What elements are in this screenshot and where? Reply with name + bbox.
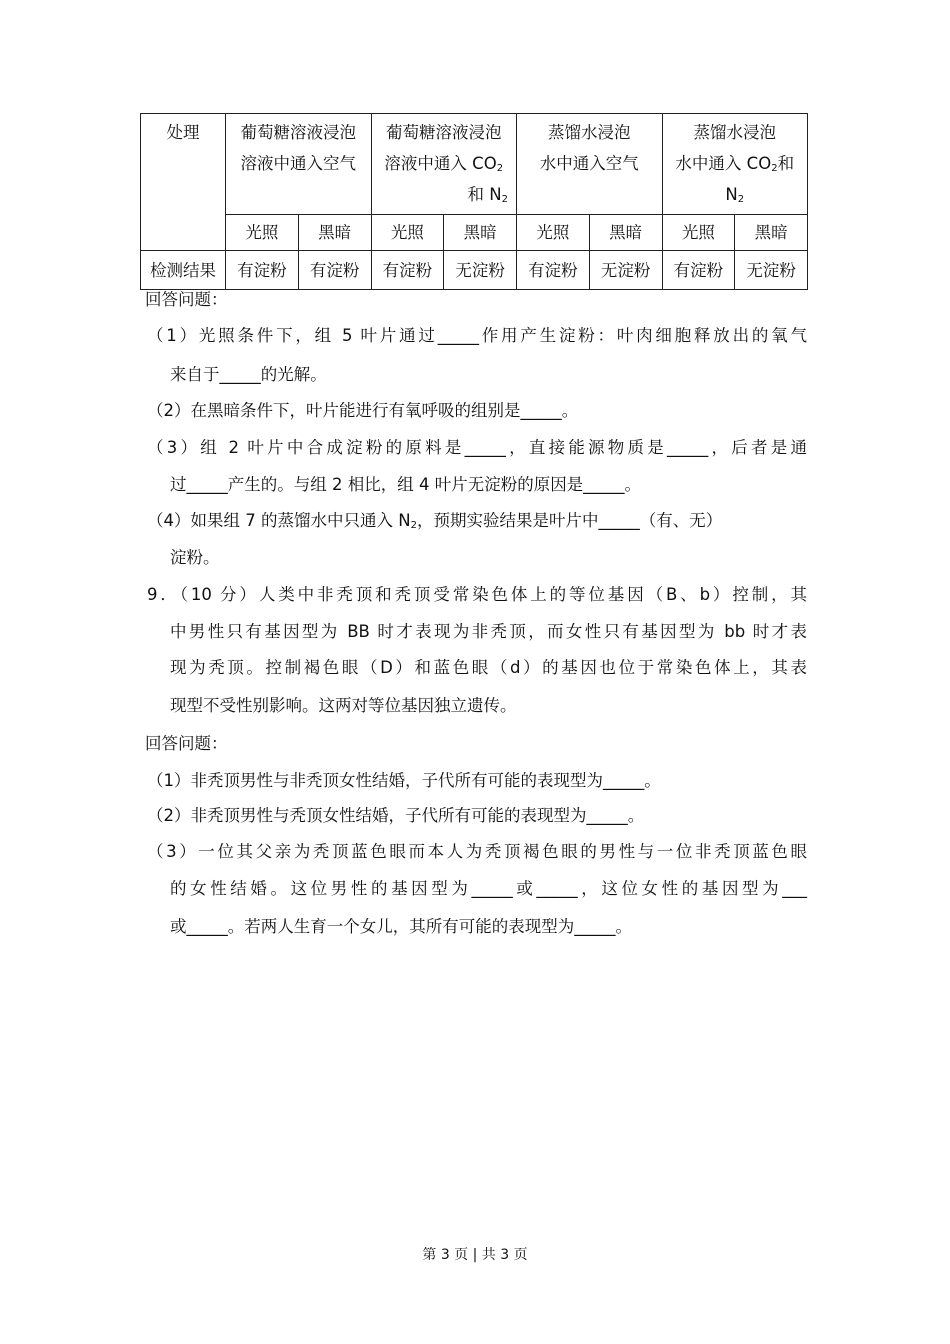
q9-line: 现型不受性别影响。这两对等位基因独立遗传。 xyxy=(170,696,517,715)
condition-cell: 光照 xyxy=(517,215,590,251)
group-line xyxy=(663,148,808,179)
condition-cell: 光照 xyxy=(662,215,735,251)
subscript: 2 xyxy=(496,163,504,174)
text: ，预期实验结果是叶片中_____（有、无） xyxy=(416,511,723,530)
group-line xyxy=(372,179,517,210)
condition-cell: 光照 xyxy=(371,215,444,251)
q8-line: 过_____产生的。与组 2 相比，组 4 叶片无淀粉的原因是_____。 xyxy=(170,475,641,494)
group-line: 溶液中通入空气 xyxy=(240,154,356,173)
answer-prompt: 回答问题： xyxy=(145,734,228,753)
group-header xyxy=(226,114,372,215)
result-cell: 有淀粉 xyxy=(298,251,371,290)
group-header xyxy=(662,114,808,215)
result-cell: 有淀粉 xyxy=(226,251,299,290)
group-line: 蒸馏水浸泡 xyxy=(693,123,776,142)
group-line xyxy=(663,179,808,210)
q8-line: （1）光照条件下，组 5 叶片通过_____作用产生淀粉：叶肉细胞释放出的氧气 xyxy=(147,326,807,345)
condition-cell: 黑暗 xyxy=(444,215,517,251)
result-cell: 无淀粉 xyxy=(735,251,808,290)
q9-subquestion: （2）非秃顶男性与秃顶女性结婚，子代所有可能的表现型为_____。 xyxy=(147,806,645,825)
text: 水中通入 CO xyxy=(675,154,772,173)
result-cell: 无淀粉 xyxy=(444,251,517,290)
q8-line xyxy=(147,510,722,532)
q9-subquestion-line: 的女性结婚。这位男性的基因型为_____或_____，这位女性的基因型为___ xyxy=(170,879,807,898)
condition-cell: 光照 xyxy=(226,215,299,251)
subscript: 2 xyxy=(410,520,417,531)
q9-subquestion: （3）一位其父亲为秃顶蓝色眼而本人为秃顶褐色眼的男性与一位非秃顶蓝色眼 xyxy=(147,842,807,861)
result-cell: 有淀粉 xyxy=(371,251,444,290)
text: 和 xyxy=(777,154,795,173)
group-header xyxy=(371,114,517,215)
q8-line: （2）在黑暗条件下，叶片能进行有氧呼吸的组别是_____。 xyxy=(147,401,579,420)
text: 和 N xyxy=(467,185,502,204)
results-row xyxy=(141,251,808,290)
page-footer: 第 3 页 | 共 3 页 xyxy=(422,1247,528,1263)
group-line xyxy=(372,148,517,179)
q8-line: 淀粉。 xyxy=(170,548,220,567)
q8-line: （3）组 2 叶片中合成淀粉的原料是_____，直接能源物质是_____，后者是通 xyxy=(147,438,807,457)
group-line: 葡萄糖溶液浸泡 xyxy=(240,123,356,142)
text: N xyxy=(725,185,738,204)
conditions-row xyxy=(141,215,808,251)
subscript: 2 xyxy=(501,194,508,205)
subscript: 2 xyxy=(737,194,745,205)
q9-subquestion: （1）非秃顶男性与非秃顶女性结婚，子代所有可能的表现型为_____。 xyxy=(147,771,661,790)
q9-line: 中男性只有基因型为 BB 时才表现为非秃顶，而女性只有基因型为 bb 时才表 xyxy=(170,622,807,641)
q9-subquestion-line: 或_____。若两人生育一个女儿，其所有可能的表现型为_____。 xyxy=(170,917,632,936)
group-line: 葡萄糖溶液浸泡 xyxy=(386,123,502,142)
condition-cell: 黑暗 xyxy=(735,215,808,251)
result-cell: 无淀粉 xyxy=(589,251,662,290)
row-header-cell: 处理 xyxy=(141,114,226,251)
result-cell: 有淀粉 xyxy=(662,251,735,290)
group-line: 水中通入空气 xyxy=(539,154,639,173)
group-header xyxy=(517,114,663,215)
q9-line: 9．（10 分）人类中非秃顶和秃顶受常染色体上的等位基因（B、b）控制，其 xyxy=(147,585,807,604)
result-label-cell: 检测结果 xyxy=(141,251,226,290)
condition-cell: 黑暗 xyxy=(298,215,371,251)
q8-line: 来自于_____的光解。 xyxy=(170,365,327,384)
condition-cell: 黑暗 xyxy=(589,215,662,251)
q9-line: 现为秃顶。控制褐色眼（D）和蓝色眼（d）的基因也位于常染色体上，其表 xyxy=(170,658,807,677)
experiment-table xyxy=(140,113,808,290)
group-line: 蒸馏水浸泡 xyxy=(548,123,631,142)
answer-prompt: 回答问题： xyxy=(145,290,228,309)
text: （4）如果组 7 的蒸馏水中只通入 N xyxy=(147,511,411,530)
result-cell: 有淀粉 xyxy=(517,251,590,290)
table-header-row xyxy=(141,114,808,215)
subscript: 2 xyxy=(771,163,778,174)
text: 溶液中通入 CO xyxy=(384,154,497,173)
